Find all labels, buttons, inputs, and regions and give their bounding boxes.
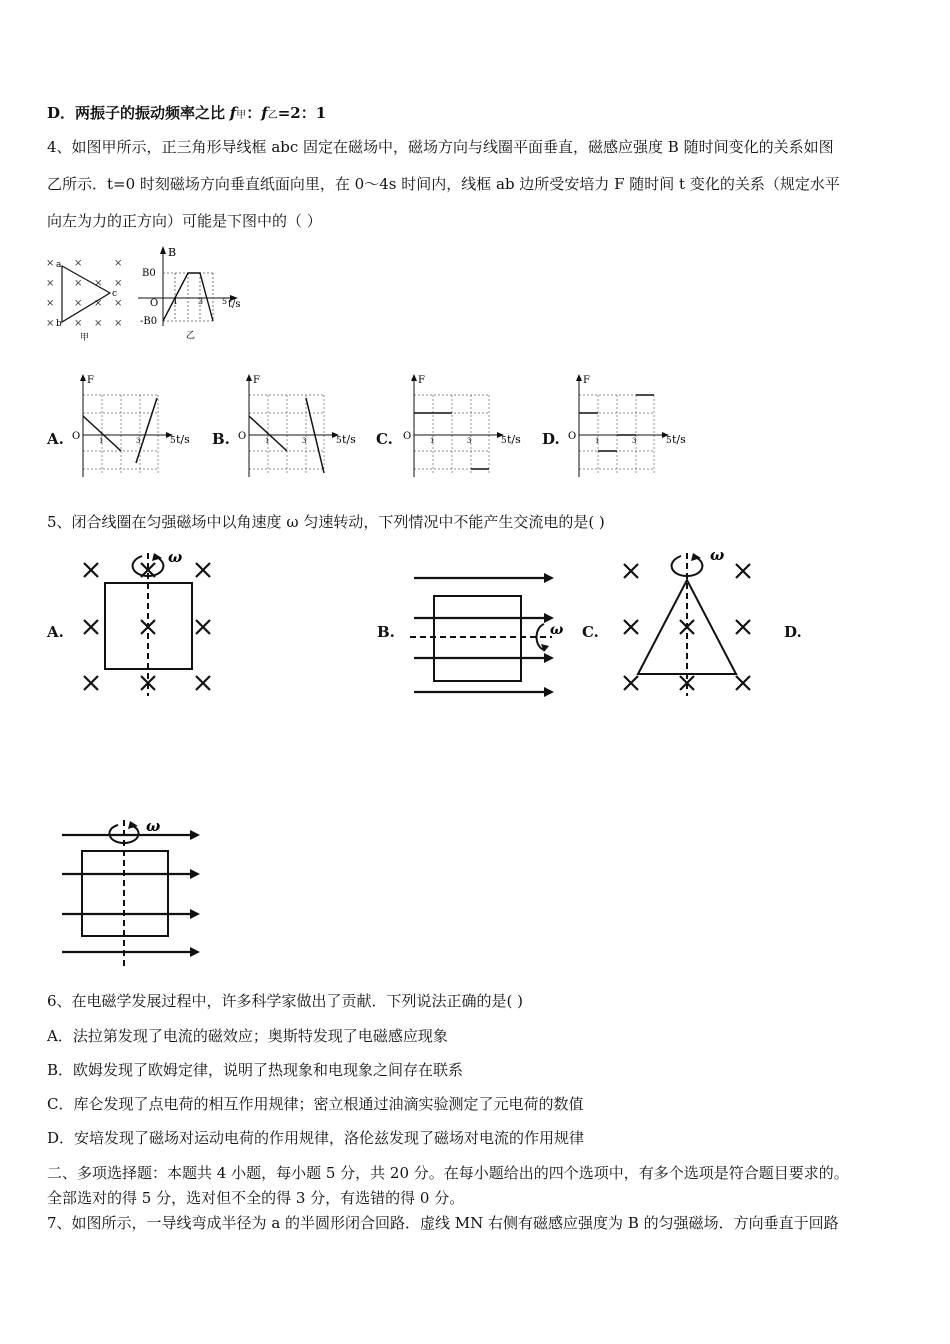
svg-text:×: ×: [46, 278, 55, 289]
tick-3-label: 3: [136, 437, 141, 445]
svg-text:O: O: [150, 298, 159, 309]
svg-text:-B0: -B0: [140, 316, 158, 327]
q4-option-a-label[interactable]: A.: [47, 430, 64, 448]
svg-text:乙: 乙: [186, 331, 196, 341]
section2-heading-line2: 全部选对的得 5 分，选对但不全的得 3 分，有选错的得 0 分。: [47, 1189, 465, 1207]
q5-figure-b[interactable]: [410, 568, 575, 703]
tick-5-label: 5: [336, 436, 342, 446]
q4-graph-c[interactable]: [403, 373, 533, 483]
q4-figure-jia: [40, 250, 130, 345]
tick-1-label: 1: [265, 437, 270, 445]
q7-stem-line1: 7、如图所示，一导线弯成半径为 a 的半圆形闭合回路．虚线 MN 右侧有磁感应强度为 B 的匀强磁场．方向垂直于回路: [47, 1214, 839, 1232]
q5-option-a-label[interactable]: A.: [47, 623, 64, 641]
svg-text:ω: ω: [710, 546, 725, 564]
q4-option-d-label[interactable]: D.: [542, 430, 560, 448]
q4-graph-d[interactable]: [568, 373, 698, 483]
axis-f-label: F: [418, 375, 425, 386]
q6-option-a[interactable]: A．法拉第发现了电流的磁效应；奥斯特发现了电磁感应现象: [47, 1027, 448, 1045]
axis-f-label: F: [87, 375, 94, 386]
svg-text:×: ×: [114, 298, 123, 309]
q4-graph-a[interactable]: [72, 373, 202, 483]
svg-text:ω: ω: [146, 817, 161, 835]
q4-stem-line3: 向左为力的正方向）可能是下图中的（ ）: [47, 212, 322, 230]
svg-text:×: ×: [114, 258, 123, 269]
svg-text:5: 5: [222, 297, 228, 306]
tick-5-label: 5: [666, 436, 672, 446]
tick-1-label: 1: [595, 437, 600, 445]
svg-text:×: ×: [46, 298, 55, 309]
svg-text:B0: B0: [142, 268, 156, 279]
svg-text:B: B: [168, 246, 177, 259]
tick-5-label: 5: [170, 436, 176, 446]
svg-text:1: 1: [173, 297, 179, 306]
q4-figure-yi: [138, 246, 253, 346]
origin-label: O: [568, 431, 577, 442]
axis-t-label: t/s: [507, 433, 521, 446]
svg-text:×: ×: [74, 278, 83, 289]
q6-option-c[interactable]: C．库仑发现了点电荷的相互作用规律；密立根通过油滴实验测定了元电荷的数值: [47, 1095, 584, 1113]
q5-option-b-label[interactable]: B.: [377, 623, 395, 641]
svg-text:ω: ω: [168, 548, 183, 566]
q6-option-d[interactable]: D．安培发现了磁场对运动电荷的作用规律，洛伦兹发现了磁场对电流的作用规律: [47, 1129, 585, 1147]
svg-text:×: ×: [94, 298, 103, 309]
tick-1-label: 1: [99, 437, 104, 445]
q4-graph-b[interactable]: [238, 373, 368, 483]
svg-text:×: ×: [94, 318, 103, 329]
axis-f-label: F: [253, 375, 260, 386]
svg-text:×: ×: [114, 318, 123, 329]
triangle-frame: [62, 266, 110, 322]
axis-f-label: F: [583, 375, 590, 386]
origin-label: O: [238, 431, 247, 442]
axis-t-label: t/s: [342, 433, 356, 446]
svg-text:×: ×: [114, 278, 123, 289]
q5-option-c-label[interactable]: C.: [582, 623, 599, 641]
q6-option-b[interactable]: B．欧姆发现了欧姆定律，说明了热现象和电现象之间存在联系: [47, 1061, 464, 1079]
q4-option-c-label[interactable]: C.: [376, 430, 393, 448]
q5-option-d-label[interactable]: D.: [784, 623, 802, 641]
origin-label: O: [72, 431, 81, 442]
q6-stem: 6、在电磁学发展过程中，许多科学家做出了贡献．下列说法正确的是( ): [47, 992, 524, 1010]
q5-figure-a[interactable]: [80, 548, 220, 698]
q4-stem-line1: 4、如图甲所示，正三角形导线框 abc 固定在磁场中，磁场方向与线圈平面垂直，磁感应强度 B 随时间变化的关系如图: [47, 138, 834, 156]
q4-option-b-label[interactable]: B.: [212, 430, 230, 448]
svg-text:×: ×: [74, 318, 83, 329]
tick-1-label: 1: [430, 437, 435, 445]
q4-stem-line2: 乙所示．t=0 时刻磁场方向垂直纸面向里，在 0～4s 时间内，线框 ab 边所受安培力 F 随时间 t 变化的关系（规定水平: [47, 175, 840, 193]
origin-label: O: [403, 431, 412, 442]
tick-5-label: 5: [501, 436, 507, 446]
vertex-c-label: c: [112, 289, 118, 299]
svg-text:×: ×: [94, 278, 103, 289]
tick-3-label: 3: [467, 437, 472, 445]
svg-text:×: ×: [74, 258, 83, 269]
svg-text:3: 3: [198, 297, 204, 306]
svg-text:×: ×: [74, 298, 83, 309]
axis-t-label: t/s: [672, 433, 686, 446]
q5-stem: 5、闭合线圈在匀强磁场中以角速度 ω 匀速转动，下列情况中不能产生交流电的是( ): [47, 513, 605, 531]
tick-3-label: 3: [302, 437, 307, 445]
svg-text:×: ×: [46, 318, 55, 329]
q3-option-d: D．两振子的振动频率之比 f甲：f乙=2：1: [47, 104, 327, 122]
q5-figure-d[interactable]: [60, 815, 210, 975]
vertex-b-label: b: [56, 319, 62, 329]
vertex-a-label: a: [56, 260, 62, 270]
q5-figure-c[interactable]: [618, 548, 768, 698]
svg-text:ω: ω: [550, 622, 564, 638]
axis-t-label: t/s: [176, 433, 190, 446]
figure-caption: 甲: [80, 333, 90, 343]
section2-heading-line1: 二、多项选择题：本题共 4 小题，每小题 5 分，共 20 分。在每小题给出的四个选项中，有多个选项是符合题目要求的。: [47, 1164, 849, 1182]
svg-text:×: ×: [46, 258, 55, 269]
svg-text:t/s: t/s: [228, 299, 241, 310]
tick-3-label: 3: [632, 437, 637, 445]
